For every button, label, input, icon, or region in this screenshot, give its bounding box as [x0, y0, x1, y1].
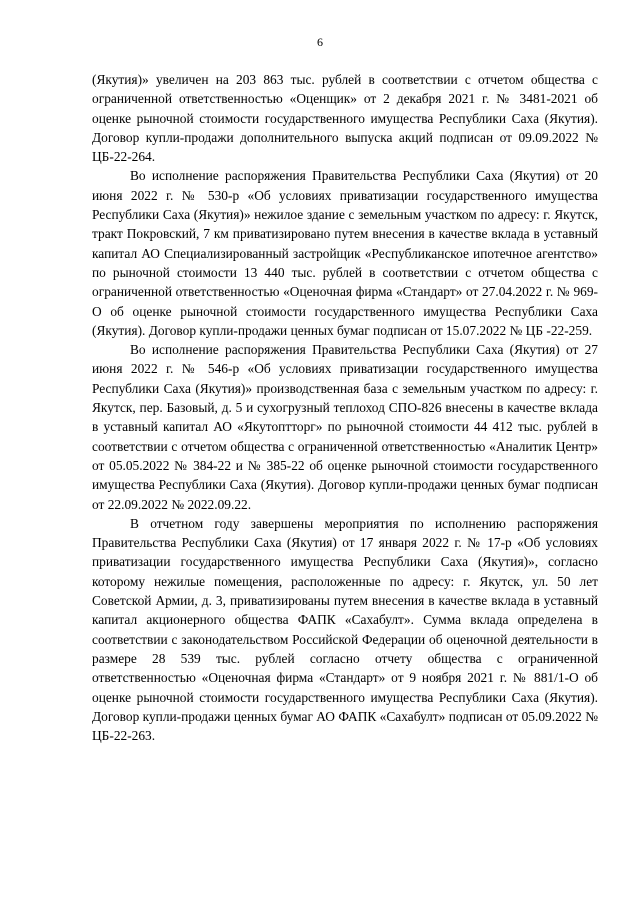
paragraph-yakutopttorg-privatization: Во исполнение распоряжения Правительства Республики Саха (Якутия) от 27 июня 2022 г. № 546-р «Об условиях приватизации государственного имущества Республики Саха (Якутия)» производственная база с земельным участком по адресу: г. Якутск, пер. Базовый, д. 5 и сухогрузный теплоход СПО-826 внесены в качестве вклада в уставный капитал АО «Якутоптторг» по рыночной стоимости 44 412 тыс. рублей в соответствии с отчетом общества с ограниченной ответственностью «Аналитик Центр» от 05.05.2022 № 384-22 и № 385-22 об оценке рыночной стоимости государственного имущества Республики Саха (Якутия). Договор купли-продажи ценных бумаг подписан от 22.09.2022 № 2022.09.22. [92, 342, 598, 512]
paragraph-agency-privatization: Во исполнение распоряжения Правительства Республики Саха (Якутия) от 20 июня 2022 г. № 530-р «Об условиях приватизации государственного имущества Республики Саха (Якутия)» нежилое здание с земельным участком по адресу: г. Якутск, тракт Покровский, 7 км приватизировано путем внесения в качестве вклада в уставный капитал АО Специализированный застройщик «Республиканское ипотечное агентство» по рыночной стоимости 13 440 тыс. рублей в соответствии с отчетом общества с ограниченной ответственностью «Оценочная фирма «Стандарт» от 27.04.2022 г. № 969-О об оценке рыночной стоимости государственного имущества Республики Саха (Якутия). Договор купли-продажи ценных бумаг подписан от 15.07.2022 № ЦБ -22-259. [92, 168, 598, 338]
page-number: 6 [317, 35, 323, 49]
paragraph-continuation: (Якутия)» увеличен на 203 863 тыс. рублей в соответствии с отчетом общества с ограниченной ответственностью «Оценщик» от 2 декабря 2021 г. № 3481-2021 об оценке рыночной стоимости государственного имущества Республики Саха (Якутия). Договор купли-продажи дополнительного выпуска акций подписан от 09.09.2022 № ЦБ-22-264. [92, 72, 598, 165]
document-body [92, 70, 598, 745]
paragraph-sakhabult-privatization: В отчетном году завершены мероприятия по исполнению распоряжения Правительства Республики Саха (Якутия) от 17 января 2022 г. № 17-р «Об условиях приватизации государственного имущества Республики Саха (Якутия)», согласно которому нежилые помещения, расположенные по адресу: г. Якутск, ул. 50 лет Советской Армии, д. 3, приватизированы путем внесения в качестве вклада в уставный капитал акционерного общества ФАПК «Сахабулт». Сумма вклада определена в соответствии с законодательством Российской Федерации об оценочной деятельности в размере 28 539 тыс. рублей согласно отчету общества с ограниченной ответственностью «Оценочная фирма «Стандарт» от 9 ноября 2021 г. № 881/1-О об оценке рыночной стоимости государственного имущества Республики Саха (Якутия). Договор купли-продажи ценных бумаг АО ФАПК «Сахабулт» подписан от 05.09.2022 № ЦБ-22-263. [92, 515, 598, 744]
